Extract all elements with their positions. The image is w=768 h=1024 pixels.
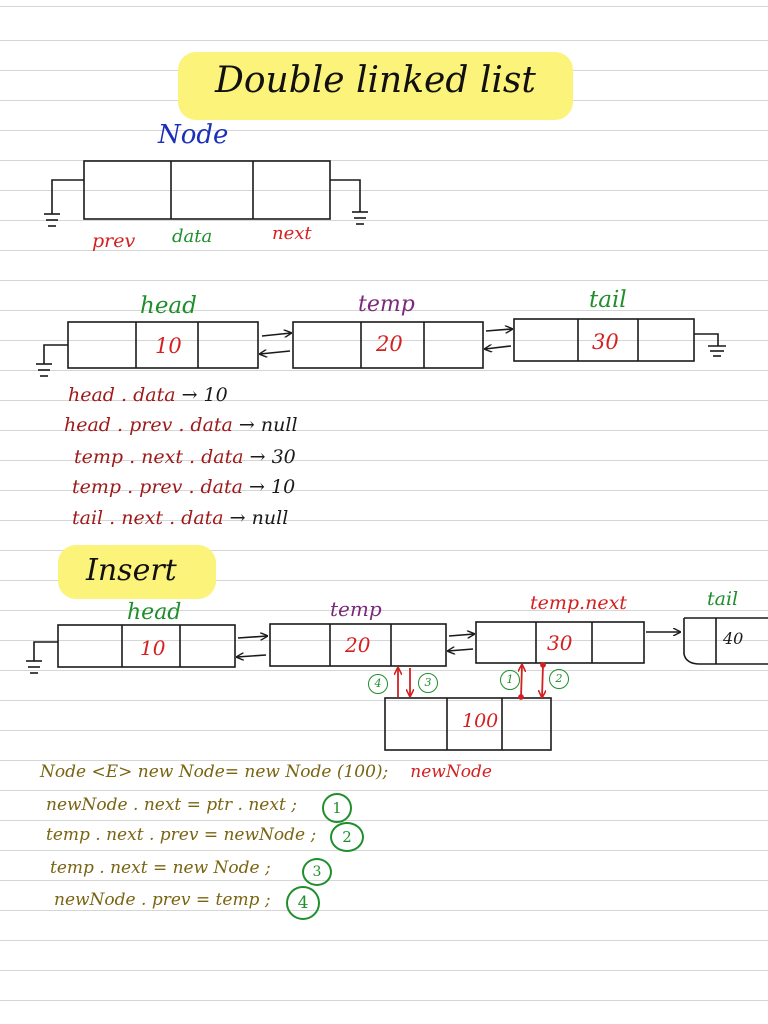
expression-5: tail . next . data → null: [72, 507, 289, 529]
insert-value-2: 20: [345, 633, 371, 657]
node-label-next: next: [272, 223, 312, 244]
expression-3: temp . next . data → 30: [74, 446, 296, 468]
step-marker-2: 2: [549, 669, 569, 689]
insert-list-nodes: [26, 618, 768, 750]
code-line-1: Node <E> new Node= new Node (100); newNode: [40, 762, 492, 782]
insert-label-temp: temp: [330, 597, 382, 621]
insert-value-1: 10: [140, 636, 166, 660]
code-step-3: 3: [302, 858, 332, 886]
code-line-4: temp . next = new Node ;: [50, 858, 271, 878]
insert-value-3: 30: [547, 631, 573, 655]
code-step-4: 4: [286, 886, 320, 920]
insert-label-tail: tail: [707, 588, 739, 610]
node-label-data: data: [172, 226, 213, 247]
expression-2: head . prev . data → null: [64, 414, 298, 436]
expression-4: temp . prev . data → 10: [72, 476, 296, 498]
node-heading: Node: [158, 120, 229, 150]
step-marker-4: 4: [368, 674, 388, 694]
code-line-5: newNode . prev = temp ;: [54, 890, 271, 910]
insert-value-4: 40: [723, 629, 744, 648]
insert-heading: Insert: [86, 553, 177, 588]
node-structure-box: [44, 161, 368, 226]
page-title: Double linked list: [215, 60, 536, 101]
list-label-head: head: [140, 293, 197, 319]
insert-step-arrows: [398, 663, 545, 699]
list-label-temp: temp: [358, 292, 415, 317]
node-label-prev: prev: [92, 230, 136, 252]
code-step-2: 2: [330, 822, 364, 852]
step-marker-3: 3: [418, 673, 438, 693]
code-step-1: 1: [322, 793, 352, 823]
example-list-nodes: [36, 319, 726, 376]
code-line-2: newNode . next = ptr . next ;: [46, 795, 297, 815]
step-marker-1: 1: [500, 670, 520, 690]
insert-label-temp-next: temp.next: [530, 592, 627, 614]
list-value-1: 10: [155, 334, 182, 358]
code-line-3: temp . next . prev = newNode ;: [46, 825, 317, 845]
list-label-tail: tail: [589, 287, 627, 313]
insert-label-head: head: [127, 600, 182, 625]
list-value-3: 30: [592, 330, 619, 354]
list-value-2: 20: [376, 332, 403, 356]
new-node-value: 100: [462, 710, 499, 732]
expression-1: head . data → 10: [68, 384, 228, 406]
